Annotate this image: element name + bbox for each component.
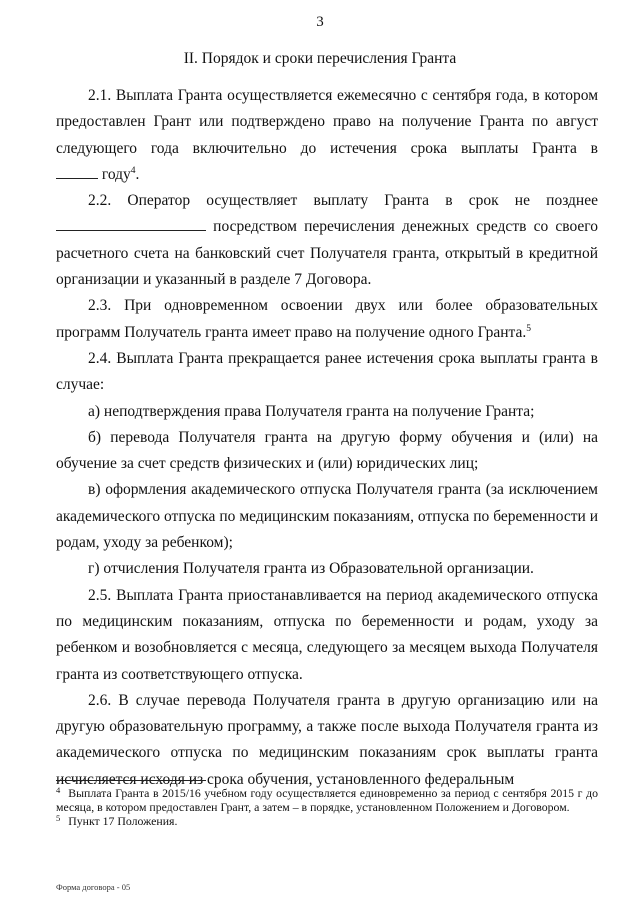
paragraph-2-4-c: в) оформления академического отпуска Получателя гранта (за исключением академического отпуска по медицинским показаниям, отпуска по беременности и родам, уходу за ребенком); [56,481,598,552]
paragraph-2-6: 2.6. В случае перевода Получателя гранта в другую организацию или на другую образовательную программу, а также после выхода Получателя гранта из академического отпуска по медицинским показаниям срок выплаты гранта исчисляется исходя из срока обучения, установленного федеральным [56,691,598,788]
footnote-mark: 4 [56,785,61,795]
footnote-text: Пункт 17 Положения. [68,814,178,828]
form-label: Форма договора - 05 [56,882,131,892]
paragraph-2-3-text: 2.3. При одновременном освоении двух или более образовательных программ Получатель гранта имеет право на получение одного Гранта. [56,297,598,341]
footnote-divider [56,780,206,781]
paragraph-2-1: 2.1. Выплата Гранта осуществляется ежемесячно с сентября года, в котором предоставлен Грант или подтверждено право на получение Гранта по август следующего года включительно до истечения срока выплаты Гранта в году$^4$. [56,87,598,183]
paragraph-2-2-text-b: посредством перечисления денежных средств со своего расчетного счета на банковский счет Получателя гранта, открытый в кредитной организации и указанный в разделе 7 Договора. [56,218,598,289]
page-number: 3 [316,14,324,30]
paragraph-2-5: 2.5. Выплата Гранта приостанавливается на период академического отпуска по медицинским показаниям, отпуска по беременности и родам, уходу за ребенком и возобновляется с месяца, следующего за месяцем выхода Получателя гранта из соответствующего отпуска. [56,586,598,683]
paragraph-2-1-tail: году [101,165,131,183]
footnotes [56,786,598,828]
document-body [56,83,598,793]
paragraph-2-4-d: г) отчисления Получателя гранта из Образовательной организации. [88,560,534,578]
paragraph-2-2 [56,188,598,293]
paragraph-2-4-a: а) неподтверждения права Получателя гранта на получение Гранта; [88,402,535,420]
footnote-mark: 5 [56,813,61,823]
footnote-ref-5: 5 [526,323,531,334]
section-heading: II. Порядок и сроки перечисления Гранта [183,50,457,67]
footnote-5 [56,814,598,828]
footnote-4 [56,786,598,814]
fill-in-blank [56,164,98,179]
paragraph-2-2-text-a: 2.2. Оператор осуществляет выплату Гранта в срок не позднее [88,192,598,210]
fill-in-blank [56,216,206,231]
paragraph-2-3 [56,293,598,346]
footnote-text: Выплата Гранта в 2015/16 учебном году осуществляется единовременно за период с сентября 2015 г до месяца, в котором предоставлен Грант, а затем – в порядке, установленном Положением и Договором. [56,786,598,814]
paragraph-2-4-b: б) перевода Получателя гранта на другую форму обучения и (или) на обучение за счет средств физических и (или) юридических лиц; [56,428,598,473]
paragraph-2-4: 2.4. Выплата Гранта прекращается ранее истечения срока выплаты гранта в случае: [56,349,598,394]
footnote-ref-4: 4 [130,165,136,176]
paragraph-2-1-text: 2.1. Выплата Гранта осуществляется ежемесячно с сентября года, в котором предоставлен Грант или подтверждено право на получение Гранта по август следующего года включительно до истечения срока выплаты Гранта в [56,87,598,157]
